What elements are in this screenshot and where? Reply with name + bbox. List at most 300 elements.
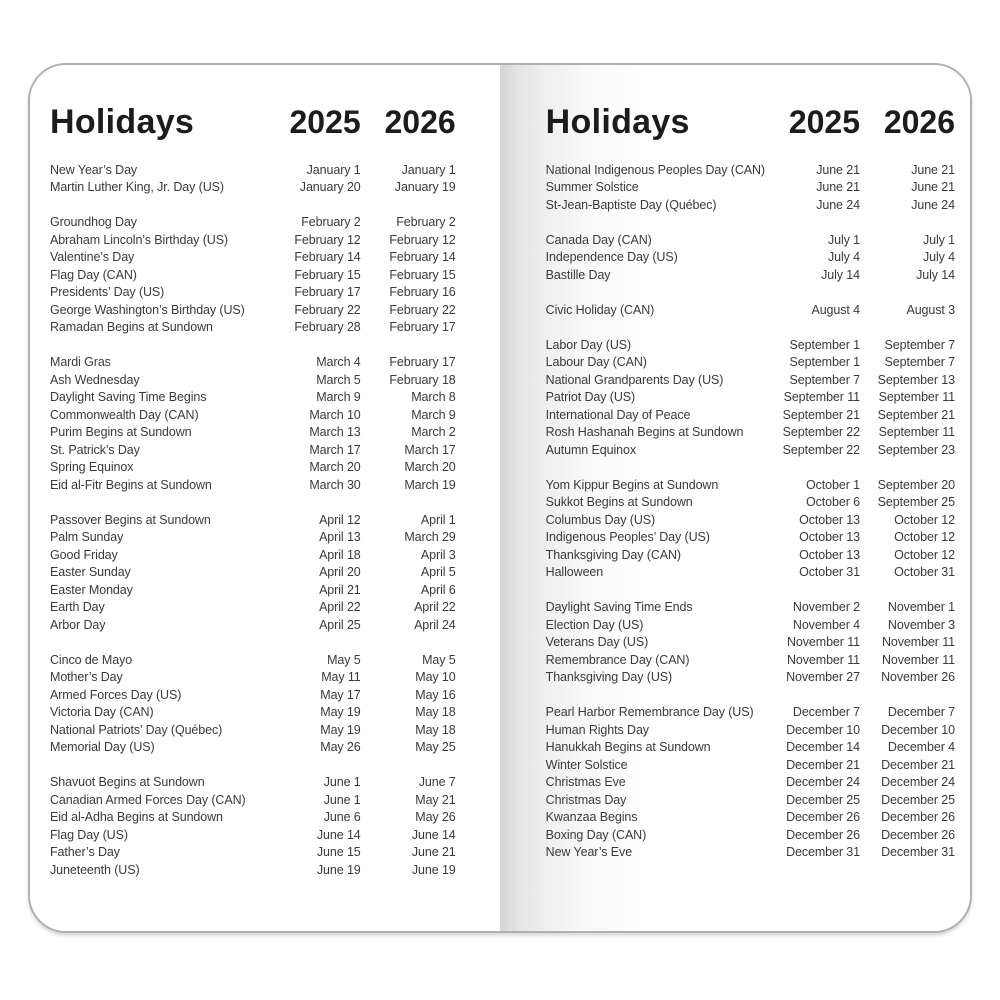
holiday-row [50, 301, 456, 319]
holiday-month-group [546, 231, 955, 284]
holiday-row [546, 494, 955, 512]
holiday-row [50, 371, 456, 389]
date-2026: May 18 [415, 722, 456, 737]
holiday-row [546, 599, 955, 617]
date-2026: July 14 [916, 267, 955, 282]
holiday-month-group [50, 161, 456, 196]
date-2026: November 11 [881, 635, 955, 650]
holiday-month-group [546, 704, 955, 862]
holidays-page-right [500, 65, 970, 931]
holiday-name: Veterans Day (US) [545, 635, 649, 650]
date-2025: November 11 [786, 635, 860, 650]
date-2025: May 17 [320, 687, 361, 702]
holiday-name: Martin Luther King, Jr. Day (US) [50, 180, 224, 195]
date-2025: November 27 [786, 670, 860, 685]
date-2026: April 3 [420, 547, 456, 562]
holiday-row [50, 161, 456, 179]
date-2025: March 13 [309, 425, 361, 440]
date-2026: March 19 [404, 477, 456, 492]
date-2026: October 12 [894, 512, 955, 527]
holiday-row [546, 739, 955, 757]
date-2026: February 17 [389, 320, 456, 335]
date-2026: December 24 [881, 775, 955, 790]
holiday-row [50, 406, 456, 424]
page-title: Holidays [545, 103, 690, 141]
holiday-row [50, 704, 456, 722]
date-2025: April 13 [319, 530, 361, 545]
date-2026: March 8 [411, 390, 456, 405]
date-2026: December 26 [881, 827, 955, 842]
date-2025: October 13 [799, 530, 860, 545]
date-2025: June 1 [323, 775, 361, 790]
date-2025: March 17 [309, 442, 361, 457]
holiday-row [50, 581, 456, 599]
holiday-month-group [546, 301, 955, 319]
date-2025: October 1 [806, 477, 860, 492]
date-2026: March 9 [411, 407, 456, 422]
holiday-row [546, 721, 955, 739]
holiday-row [50, 669, 456, 687]
date-2025: June 24 [816, 197, 860, 212]
date-2025: September 1 [789, 337, 860, 352]
date-2026: September 13 [877, 372, 955, 387]
holiday-row [50, 546, 456, 564]
holiday-name: New Year’s Day [50, 162, 138, 177]
date-2025: December 31 [786, 845, 860, 860]
holiday-row [50, 441, 456, 459]
holiday-name: Columbus Day (US) [545, 512, 656, 527]
holiday-name: Good Friday [50, 547, 118, 562]
holiday-row [546, 634, 955, 652]
holiday-row [50, 616, 456, 634]
holiday-month-group [546, 336, 955, 459]
holiday-row [50, 809, 456, 827]
date-2026: April 5 [420, 565, 456, 580]
date-2026: November 1 [887, 600, 955, 615]
date-2025: December 24 [786, 775, 860, 790]
holiday-row [546, 774, 955, 792]
holiday-month-group [50, 354, 456, 494]
year-column-header-2026: 2026 [384, 104, 456, 140]
holiday-name: National Indigenous Peoples Day (CAN) [545, 162, 765, 177]
holiday-row [546, 651, 955, 669]
holiday-name: New Year’s Eve [545, 845, 633, 860]
date-2026: June 21 [411, 845, 456, 860]
holiday-name: Halloween [545, 565, 604, 580]
date-2025: October 13 [799, 512, 860, 527]
holiday-row [50, 231, 456, 249]
date-2026: June 19 [411, 862, 456, 877]
holiday-row [50, 354, 456, 372]
date-2026: June 14 [411, 827, 456, 842]
date-2026: September 11 [878, 390, 955, 405]
holiday-row [50, 511, 456, 529]
holiday-name: Eid al-Adha Begins at Sundown [50, 810, 223, 825]
date-2026: September 25 [877, 495, 955, 510]
holiday-row [546, 704, 955, 722]
date-2026: February 22 [389, 302, 456, 317]
holiday-row [546, 371, 955, 389]
date-2025: June 21 [816, 162, 860, 177]
holiday-row [546, 161, 955, 179]
holiday-name: International Day of Peace [545, 407, 691, 422]
holiday-name: Spring Equinox [50, 460, 134, 475]
date-2025: April 20 [319, 565, 361, 580]
holiday-row [50, 266, 456, 284]
date-2025: December 25 [786, 792, 860, 807]
holiday-name: National Grandparents Day (US) [545, 372, 724, 387]
holiday-row [50, 686, 456, 704]
holiday-row [50, 284, 456, 302]
date-2026: October 12 [894, 530, 955, 545]
date-2025: July 4 [827, 250, 860, 265]
date-2025: April 22 [319, 600, 361, 615]
date-2026: February 16 [389, 285, 456, 300]
holiday-row [50, 319, 456, 337]
holiday-name: Independence Day (US) [545, 250, 678, 265]
date-2026: April 22 [414, 600, 456, 615]
holiday-month-group [546, 161, 955, 214]
date-2025: September 21 [782, 407, 860, 422]
date-2025: October 13 [799, 547, 860, 562]
holiday-row [50, 791, 456, 809]
holiday-month-group [50, 511, 456, 634]
date-2025: April 18 [319, 547, 361, 562]
date-2026: September 20 [877, 477, 955, 492]
date-2026: November 26 [881, 670, 955, 685]
date-2025: December 26 [786, 810, 860, 825]
planner-booklet [28, 63, 972, 933]
holiday-row [546, 354, 955, 372]
holiday-row [50, 459, 456, 477]
date-2025: March 4 [316, 355, 361, 370]
holiday-row [546, 301, 955, 319]
holiday-name: Earth Day [50, 600, 105, 615]
holiday-row [546, 231, 955, 249]
holiday-month-group [546, 599, 955, 687]
date-2026: February 12 [389, 232, 456, 247]
date-2026: May 5 [422, 652, 456, 667]
holiday-name: Rosh Hashanah Begins at Sundown [545, 425, 744, 440]
date-2026: November 11 [881, 652, 955, 667]
holiday-name: Christmas Eve [545, 775, 626, 790]
holiday-name: Purim Begins at Sundown [50, 425, 192, 440]
holiday-name: Ramadan Begins at Sundown [50, 320, 213, 335]
holiday-row [546, 179, 955, 197]
holiday-row [50, 721, 456, 739]
holiday-name: Kwanzaa Begins [545, 810, 638, 825]
holiday-name: Winter Solstice [545, 757, 628, 772]
date-2026: December 21 [881, 757, 955, 772]
holiday-row [50, 249, 456, 267]
date-2025: February 17 [294, 285, 361, 300]
holiday-name: Abraham Lincoln’s Birthday (US) [50, 232, 228, 247]
holiday-row [50, 774, 456, 792]
holiday-row [546, 424, 955, 442]
holiday-name: Easter Sunday [50, 565, 131, 580]
date-2025: June 19 [316, 862, 361, 877]
date-2026: December 10 [881, 722, 955, 737]
holiday-name: Shavuot Begins at Sundown [50, 775, 205, 790]
holiday-name: Ash Wednesday [50, 372, 140, 387]
date-2026: October 12 [894, 547, 955, 562]
date-2026: June 21 [911, 180, 955, 195]
holiday-name: Flag Day (CAN) [50, 267, 137, 282]
date-2025: July 1 [827, 232, 860, 247]
holiday-name: Groundhog Day [50, 215, 137, 230]
holiday-name: Flag Day (US) [50, 827, 128, 842]
holiday-row [50, 599, 456, 617]
date-2025: February 14 [294, 250, 361, 265]
date-2026: May 26 [415, 810, 456, 825]
holiday-row [546, 336, 955, 354]
holiday-row [50, 564, 456, 582]
date-2026: January 1 [401, 162, 456, 177]
holiday-name: Patriot Day (US) [545, 390, 636, 405]
holiday-row [546, 756, 955, 774]
holiday-row [546, 406, 955, 424]
date-2025: October 6 [806, 495, 860, 510]
holiday-name: Daylight Saving Time Begins [50, 390, 207, 405]
date-2026: November 3 [887, 617, 955, 632]
holiday-name: Pearl Harbor Remembrance Day (US) [545, 705, 754, 720]
page-header [546, 103, 955, 143]
date-2026: February 17 [389, 355, 456, 370]
date-2025: February 15 [294, 267, 361, 282]
holiday-row [546, 669, 955, 687]
holiday-name: Memorial Day (US) [50, 740, 155, 755]
holiday-row [50, 529, 456, 547]
date-2026: February 14 [389, 250, 456, 265]
holiday-name: Arbor Day [50, 617, 106, 632]
date-2026: December 25 [881, 792, 955, 807]
holiday-row [50, 424, 456, 442]
date-2026: February 2 [396, 215, 456, 230]
holiday-month-group [546, 476, 955, 581]
holiday-name: Presidents’ Day (US) [50, 285, 165, 300]
date-2025: March 30 [309, 477, 361, 492]
holiday-name: Human Rights Day [545, 722, 649, 737]
date-2025: June 1 [323, 792, 361, 807]
date-2026: June 7 [418, 775, 456, 790]
date-2026: April 1 [420, 512, 456, 527]
date-2026: August 3 [906, 302, 955, 317]
date-2025: November 11 [786, 652, 860, 667]
date-2026: September 7 [884, 337, 955, 352]
holiday-row [546, 546, 955, 564]
holiday-row [546, 826, 955, 844]
date-2025: January 1 [306, 162, 361, 177]
date-2025: November 2 [792, 600, 860, 615]
date-2025: February 12 [294, 232, 361, 247]
holiday-row [546, 564, 955, 582]
date-2025: May 19 [320, 705, 361, 720]
holiday-name: Canada Day (CAN) [545, 232, 652, 247]
holiday-name: Palm Sunday [50, 530, 124, 545]
date-2025: December 10 [786, 722, 860, 737]
date-2026: March 2 [411, 425, 456, 440]
holiday-row [546, 791, 955, 809]
holiday-name: Cinco de Mayo [50, 652, 133, 667]
date-2025: March 20 [309, 460, 361, 475]
date-2025: May 26 [320, 740, 361, 755]
holiday-row [546, 389, 955, 407]
date-2026: September 23 [877, 442, 955, 457]
holiday-row [546, 476, 955, 494]
holiday-name: Mardi Gras [50, 355, 111, 370]
holiday-name: Hanukkah Begins at Sundown [545, 740, 711, 755]
date-2026: March 17 [404, 442, 456, 457]
date-2026: May 25 [415, 740, 456, 755]
date-2026: September 7 [884, 355, 955, 370]
date-2026: September 11 [878, 425, 955, 440]
holiday-name: Eid al-Fitr Begins at Sundown [50, 477, 212, 492]
date-2026: July 4 [922, 250, 955, 265]
holiday-row [50, 476, 456, 494]
date-2025: December 26 [786, 827, 860, 842]
holiday-name: National Patriots’ Day (Québec) [50, 722, 223, 737]
holiday-row [50, 214, 456, 232]
year-column-header-2025: 2025 [788, 104, 860, 140]
holiday-row [50, 844, 456, 862]
date-2025: September 11 [783, 390, 860, 405]
holiday-row [546, 511, 955, 529]
holiday-name: Election Day (US) [545, 617, 644, 632]
page-header [50, 103, 456, 143]
holiday-row [50, 179, 456, 197]
date-2025: February 28 [294, 320, 361, 335]
date-2025: May 11 [321, 670, 361, 685]
holiday-name: Christmas Day [545, 792, 627, 807]
holiday-month-group [50, 774, 456, 879]
holiday-name: St. Patrick’s Day [50, 442, 140, 457]
date-2025: May 5 [327, 652, 361, 667]
holiday-name: Summer Solstice [545, 180, 639, 195]
date-2026: March 29 [404, 530, 456, 545]
holiday-name: Juneteenth (US) [50, 862, 140, 877]
holiday-name: Boxing Day (CAN) [545, 827, 647, 842]
holiday-name: Thanksgiving Day (CAN) [545, 547, 681, 562]
holiday-row [546, 441, 955, 459]
holidays-page-left [30, 65, 500, 931]
holiday-name: Indigenous Peoples’ Day (US) [545, 530, 710, 545]
holiday-name: Autumn Equinox [545, 442, 636, 457]
holiday-month-group [50, 651, 456, 756]
date-2025: March 10 [309, 407, 361, 422]
date-2026: January 19 [394, 180, 456, 195]
date-2025: December 7 [792, 705, 860, 720]
date-2026: September 21 [877, 407, 955, 422]
holiday-name: George Washington’s Birthday (US) [50, 302, 245, 317]
holiday-name: St-Jean-Baptiste Day (Québec) [545, 197, 717, 212]
holiday-row [50, 861, 456, 879]
year-column-header-2025: 2025 [289, 104, 361, 140]
holiday-row [50, 651, 456, 669]
date-2025: May 19 [320, 722, 361, 737]
holiday-row [546, 249, 955, 267]
holiday-name: Yom Kippur Begins at Sundown [545, 477, 719, 492]
date-2026: October 31 [894, 565, 955, 580]
date-2025: January 20 [299, 180, 361, 195]
holiday-row [546, 266, 955, 284]
date-2025: March 5 [316, 372, 361, 387]
date-2026: April 6 [420, 582, 456, 597]
holiday-name: Victoria Day (CAN) [50, 705, 154, 720]
date-2025: March 9 [316, 390, 361, 405]
date-2026: May 16 [415, 687, 456, 702]
page-title: Holidays [50, 103, 195, 141]
holiday-name: Bastille Day [545, 267, 611, 282]
holiday-row [50, 739, 456, 757]
holiday-name: Sukkot Begins at Sundown [545, 495, 693, 510]
holiday-row [50, 826, 456, 844]
date-2026: May 18 [415, 705, 456, 720]
holiday-name: Mother’s Day [50, 670, 123, 685]
holiday-name: Father’s Day [50, 845, 120, 860]
date-2026: April 24 [414, 617, 456, 632]
holiday-list [546, 161, 955, 861]
holiday-name: Easter Monday [50, 582, 133, 597]
date-2025: February 22 [294, 302, 361, 317]
holiday-name: Thanksgiving Day (US) [545, 670, 673, 685]
date-2025: April 12 [319, 512, 361, 527]
date-2026: June 24 [911, 197, 955, 212]
date-2026: December 7 [887, 705, 955, 720]
date-2026: December 4 [887, 740, 955, 755]
date-2025: February 2 [301, 215, 361, 230]
date-2025: September 22 [782, 442, 860, 457]
year-column-header-2026: 2026 [883, 104, 955, 140]
date-2025: October 31 [799, 565, 860, 580]
date-2025: June 21 [816, 180, 860, 195]
holiday-name: Commonwealth Day (CAN) [50, 407, 199, 422]
holiday-name: Valentine’s Day [50, 250, 135, 265]
holiday-row [546, 529, 955, 547]
holiday-month-group [50, 214, 456, 337]
date-2026: February 15 [389, 267, 456, 282]
date-2025: September 7 [789, 372, 860, 387]
holiday-row [50, 389, 456, 407]
holiday-name: Civic Holiday (CAN) [545, 302, 655, 317]
holiday-name: Daylight Saving Time Ends [545, 600, 693, 615]
holiday-row [546, 196, 955, 214]
date-2025: August 4 [811, 302, 860, 317]
date-2025: September 22 [782, 425, 860, 440]
date-2026: December 31 [881, 845, 955, 860]
date-2025: June 15 [316, 845, 361, 860]
holiday-list [50, 161, 456, 879]
holiday-row [546, 844, 955, 862]
holiday-name: Labour Day (CAN) [545, 355, 647, 370]
date-2025: July 14 [821, 267, 860, 282]
date-2025: November 4 [792, 617, 860, 632]
date-2026: June 21 [911, 162, 955, 177]
date-2025: April 21 [319, 582, 361, 597]
holiday-name: Remembrance Day (CAN) [545, 652, 690, 667]
date-2025: December 14 [786, 740, 860, 755]
holiday-row [546, 616, 955, 634]
date-2025: June 14 [316, 827, 361, 842]
date-2026: July 1 [922, 232, 955, 247]
date-2025: September 1 [789, 355, 860, 370]
holiday-name: Armed Forces Day (US) [50, 687, 182, 702]
date-2026: May 21 [415, 792, 456, 807]
holiday-name: Canadian Armed Forces Day (CAN) [50, 792, 246, 807]
date-2026: December 26 [881, 810, 955, 825]
date-2026: March 20 [404, 460, 456, 475]
holiday-name: Passover Begins at Sundown [50, 512, 211, 527]
date-2025: June 6 [323, 810, 361, 825]
